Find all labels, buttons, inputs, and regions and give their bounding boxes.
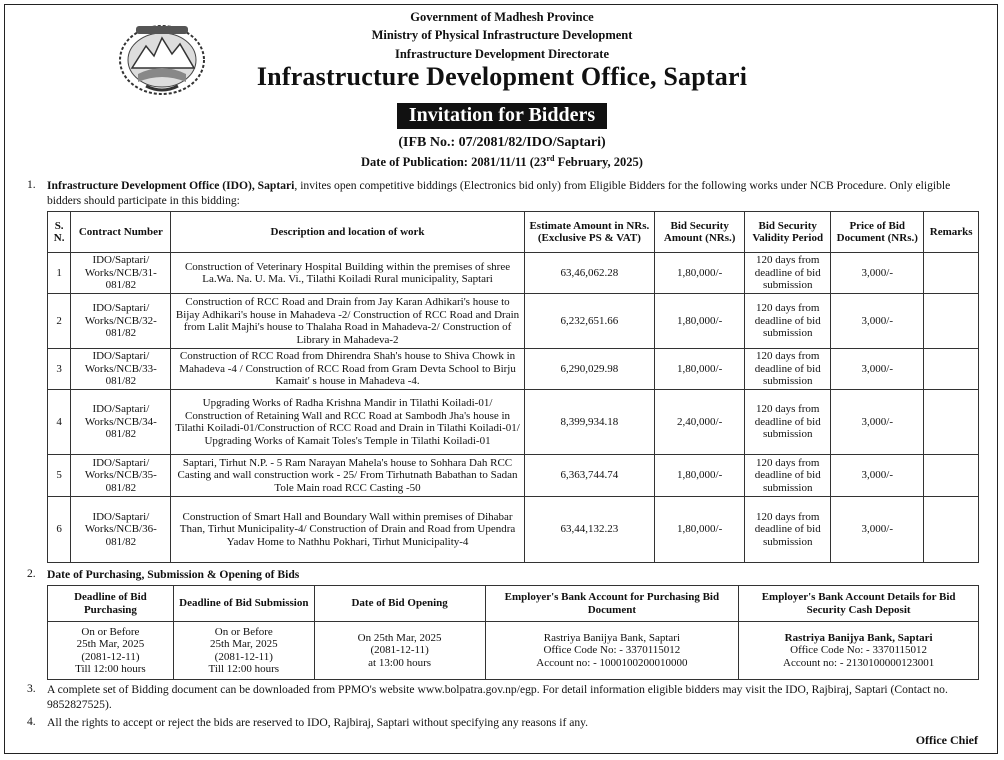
section-1-number: 1.	[27, 178, 36, 191]
col-estimate: Estimate Amount in NRs. (Exclusive PS & VAT)	[524, 212, 655, 253]
government-line: Government of Madhesh Province	[410, 10, 594, 24]
ministry-line: Ministry of Physical Infrastructure Development	[371, 28, 633, 42]
invitation-banner: Invitation for Bidders	[397, 103, 607, 129]
table-row: 4 IDO/Saptari/ Works/NCB/34-081/82 Upgrading Works of Radha Krishna Mandir in Tilathi Koiladi-01/ Construction of Retaining Wall and RCC Road at Sambodh Jha's house in Tilathi Koiladi-01/Construction of RCC Road and Drain in Tilathi Koiladi-01/ Upgrading Works of Kamait Toles's Temple in Tilathi Koiladi-01 8,399,934.18 2,40,000/- 120 days from deadline of bid submission 3,000/-	[48, 390, 979, 455]
table-row: 3 IDO/Saptari/ Works/NCB/33-081/82 Construction of RCC Road from Dhirendra Shah's house to Shiva Chowk in Mahadeva -4 / Construction of RCC Road from Gram Devta School to Birju Kamait' s house in Mahadeva -4. 6,290,029.98 1,80,000/- 120 days from deadline of bid submission 3,000/-	[48, 349, 979, 390]
office-title: Infrastructure Development Office, Saptari	[256, 62, 748, 91]
table-row: 2 IDO/Saptari/ Works/NCB/32-081/82 Construction of RCC Road and Drain from Jay Karan Adhikari's house to Bijay Adhikari's house in Mahadeva -2/ Construction of RCC Road and Drain from Lalit Majhi's house to Thalaha Road in Mahadeva-2/ Construction of Library in Mahadeva-2 6,232,651.66 1,80,000/- 120 days from deadline of bid submission 3,000/-	[48, 294, 979, 349]
col-sn: S. N.	[48, 212, 71, 253]
table-row: On or Before 25th Mar, 2025 (2081-12-11) Till 12:00 hours On or Before 25th Mar, 2025 (2081-12-11) Till 12:00 hours On 25th Mar, 2025 (2081-12-11) at 13:00 hours Rastriya Banijya Bank, Saptari Office Code No: - 3370115012 Account no: - 1000100200010000 Rastriya Banijya Bank, Saptari Office Code No: - 3370115012 Account no: - 2130100000123001	[48, 622, 979, 680]
works-table	[47, 211, 979, 563]
col-contract: Contract Number	[71, 212, 171, 253]
publication-date: Date of Publication: 2081/11/11 (23rd February, 2025)	[361, 154, 643, 170]
section-4-number: 4.	[27, 715, 36, 728]
office-chief-signature: Office Chief	[915, 733, 978, 747]
col-submission-deadline: Deadline of Bid Submission	[173, 586, 314, 622]
table-row: 5 IDO/Saptari/ Works/NCB/35-081/82 Saptari, Tirhut N.P. - 5 Ram Narayan Mahela's house to Sohhara Dah RCC Casting and wall construction work - 25/ From Tirhutnath Babathan to Sadan Tole Main road RCC Casting -50 6,363,744.74 1,80,000/- 120 days from deadline of bid submission 3,000/-	[48, 455, 979, 497]
section-2-number: 2.	[27, 567, 36, 580]
table-row: 1 IDO/Saptari/ Works/NCB/31-081/82 Construction of Veterinary Hospital Building within the premises of shree La.Wa. Na. U. Ma. Vi., Tilathi Koiladi Rural municipality, Saptari 63,46,062.28 1,80,000/- 120 days from deadline of bid submission 3,000/-	[48, 253, 979, 294]
table-row: 6 IDO/Saptari/ Works/NCB/36-081/82 Construction of Smart Hall and Boundary Wall within premises of Dihabar Than, Tirhut Municipality-4/ Construction of Drain and Road from Upendra Yadav Home to Nathhu Pokhari, Tirhut Municipality-4 63,44,132.23 1,80,000/- 120 days from deadline of bid submission 3,000/-	[48, 497, 979, 563]
col-purchase-account: Employer's Bank Account for Purchasing Bid Document	[485, 586, 739, 622]
col-price: Price of Bid Document (NRs.)	[831, 212, 924, 253]
section-3-text: A complete set of Bidding document can be downloaded from PPMO's website www.bolpatra.gov.np/egp. For detail information eligible bidders may visit the IDO, Rajbiraj, Saptari (Contact no. 9852827525).	[47, 683, 948, 711]
section-2-title: Date of Purchasing, Submission & Opening of Bids	[47, 568, 300, 581]
dates-table	[47, 585, 979, 680]
directorate-line: Infrastructure Development Directorate	[394, 47, 610, 61]
col-security-account: Employer's Bank Account Details for Bid Security Cash Deposit	[739, 586, 979, 622]
col-security: Bid Security Amount (NRs.)	[655, 212, 745, 253]
col-validity: Bid Security Validity Period	[745, 212, 831, 253]
section-1-text: Infrastructure Development Office (IDO), Saptari, invites open competitive biddings (Electronics bid only) from Eligible Bidders for the following works under NCB Procedure. Only eligible bidders should participate in this bidding:	[47, 179, 951, 207]
section-3-number: 3.	[27, 682, 36, 695]
section-4-text: All the rights to accept or reject the bids are reserved to IDO, Rajbiraj, Saptari without specifying any reasons if any.	[47, 716, 589, 729]
col-remarks: Remarks	[924, 212, 979, 253]
ifb-number: (IFB No.: 07/2081/82/IDO/Saptari)	[398, 135, 606, 150]
col-description: Description and location of work	[171, 212, 524, 253]
col-purchase-deadline: Deadline of Bid Purchasing	[48, 586, 174, 622]
col-opening-date: Date of Bid Opening	[314, 586, 485, 622]
